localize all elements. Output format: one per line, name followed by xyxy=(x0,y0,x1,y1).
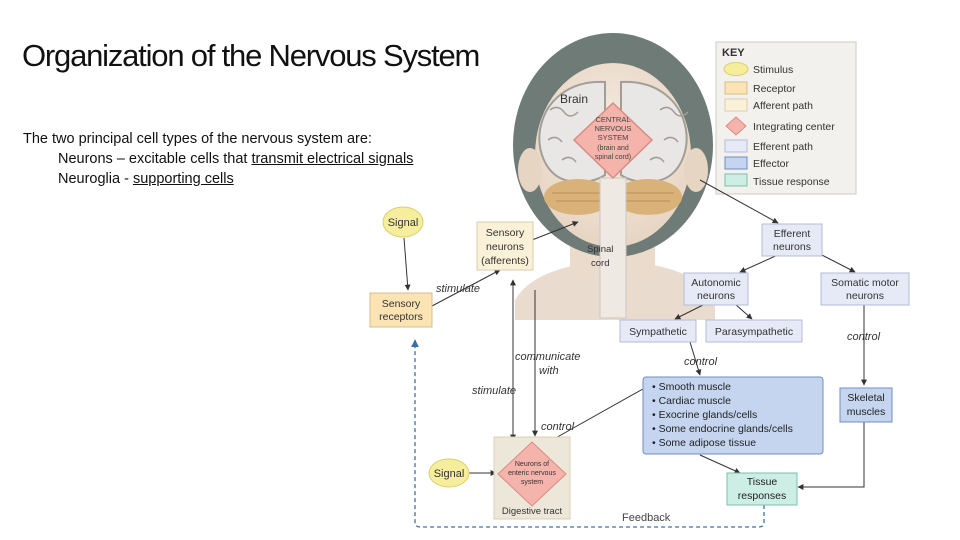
key-receptor-swatch xyxy=(725,82,747,94)
effector-item-1: • Smooth muscle xyxy=(652,381,731,393)
node-somatic-motor xyxy=(821,273,909,305)
intro-line: The two principal cell types of the nervous system are: xyxy=(23,131,372,147)
legend-key xyxy=(716,42,856,194)
somatic-motor-line2: neurons xyxy=(846,290,884,302)
node-sympathetic xyxy=(620,320,696,342)
sensory-neurons-line2: neurons xyxy=(486,241,524,253)
key-receptor-label: Receptor xyxy=(753,83,796,95)
key-tissue-label: Tissue response xyxy=(753,176,830,188)
efferent-neurons-line2: neurons xyxy=(773,241,811,253)
cns-line3: SYSTEM xyxy=(597,133,629,142)
key-afferent-label: Afferent path xyxy=(753,100,813,112)
tissue-line1: Tissue xyxy=(746,476,778,488)
key-tissue-swatch xyxy=(725,174,747,186)
arrow-efferent-to-autonomic xyxy=(740,254,780,272)
spinal-label-1: Spinal xyxy=(587,244,614,255)
effector-item-4: • Some endocrine glands/cells xyxy=(652,423,793,435)
cns-line2: NERVOUS xyxy=(594,124,632,133)
cns-line5: spinal cord) xyxy=(594,154,632,161)
node-sensory-neurons xyxy=(477,222,533,270)
brain-label: Brain xyxy=(560,92,589,106)
signal-top-label: Signal xyxy=(387,217,419,229)
enteric-line3: system xyxy=(520,479,544,486)
node-enteric xyxy=(494,437,570,519)
effector-item-2: • Cardiac muscle xyxy=(652,395,731,407)
communicate-label: communicate xyxy=(515,351,581,363)
neuroglia-definition: supporting cells xyxy=(132,171,234,187)
autonomic-neurons-line1: Autonomic xyxy=(691,277,741,289)
key-efferent-swatch xyxy=(725,140,747,152)
skeletal-line2: muscles xyxy=(846,406,886,418)
control-label-2: control xyxy=(684,356,718,368)
neuroglia-sep: - xyxy=(120,171,133,187)
sensory-neurons-line3: (afferents) xyxy=(481,255,529,267)
page-title: Organization of the Nervous System xyxy=(22,38,480,73)
tissue-line2: responses xyxy=(737,490,787,502)
key-efferent-label: Efferent path xyxy=(753,141,813,153)
node-efferent-neurons xyxy=(762,224,822,256)
autonomic-neurons-line2: neurons xyxy=(697,290,735,302)
skeletal-line1: Skeletal xyxy=(847,392,885,404)
with-label: with xyxy=(539,365,559,377)
node-parasympathetic xyxy=(706,320,802,342)
effector-item-3: • Exocrine glands/cells xyxy=(652,409,758,421)
sensory-receptors-line1: Sensory xyxy=(381,298,421,310)
arrow-effectors-to-tissue xyxy=(700,455,740,473)
sympathetic-label: Sympathetic xyxy=(629,326,687,338)
node-sensory-receptors xyxy=(370,293,432,327)
parasympathetic-label: Parasympathetic xyxy=(714,326,794,338)
neuroglia-term: Neuroglia xyxy=(58,171,121,187)
feedback-label: Feedback xyxy=(622,512,671,524)
stimulate-label-2: stimulate xyxy=(472,385,517,397)
left-ear xyxy=(518,148,542,192)
arrow-to-parasympathetic xyxy=(735,304,752,319)
stimulate-label-1: stimulate xyxy=(436,283,481,295)
key-afferent-swatch xyxy=(725,99,747,111)
signal-bottom-label: Signal xyxy=(433,468,465,480)
key-title: KEY xyxy=(722,47,745,59)
key-effector-label: Effector xyxy=(753,158,789,170)
cns-line4: (brain and xyxy=(597,145,629,152)
node-skeletal-muscles xyxy=(840,388,892,422)
node-signal-top xyxy=(383,207,423,237)
neurons-term: Neurons xyxy=(58,151,113,167)
effector-item-5: • Some adipose tissue xyxy=(652,437,757,449)
key-integrating-label: Integrating center xyxy=(753,121,835,133)
enteric-line1: Neurons of xyxy=(514,461,550,468)
node-autonomic-neurons xyxy=(684,273,748,305)
digestive-tract-label: Digestive tract xyxy=(501,506,563,517)
control-label-1: control xyxy=(541,421,575,433)
node-tissue-responses xyxy=(727,473,797,505)
arrow-signal-to-receptors xyxy=(404,238,408,290)
somatic-motor-line1: Somatic motor xyxy=(831,277,899,289)
key-effector-swatch xyxy=(725,157,747,169)
cns-line1: CENTRAL xyxy=(595,115,631,124)
key-stimulus-swatch xyxy=(724,63,748,76)
neurons-definition: transmit electrical signals xyxy=(251,151,414,167)
arrow-efferent-to-somatic xyxy=(820,254,855,272)
node-effectors xyxy=(643,377,823,454)
efferent-neurons-line1: Efferent xyxy=(773,228,811,240)
node-signal-bottom xyxy=(429,459,469,487)
enteric-line2: enteric nervous xyxy=(508,470,556,477)
spinal-label-2: cord xyxy=(591,258,610,269)
control-label-3: control xyxy=(847,331,881,343)
right-ear xyxy=(684,148,708,192)
neurons-sep: – excitable cells that xyxy=(112,151,252,167)
key-stimulus-label: Stimulus xyxy=(753,64,794,76)
sensory-neurons-line1: Sensory xyxy=(485,227,525,239)
sensory-receptors-line2: receptors xyxy=(379,311,423,323)
